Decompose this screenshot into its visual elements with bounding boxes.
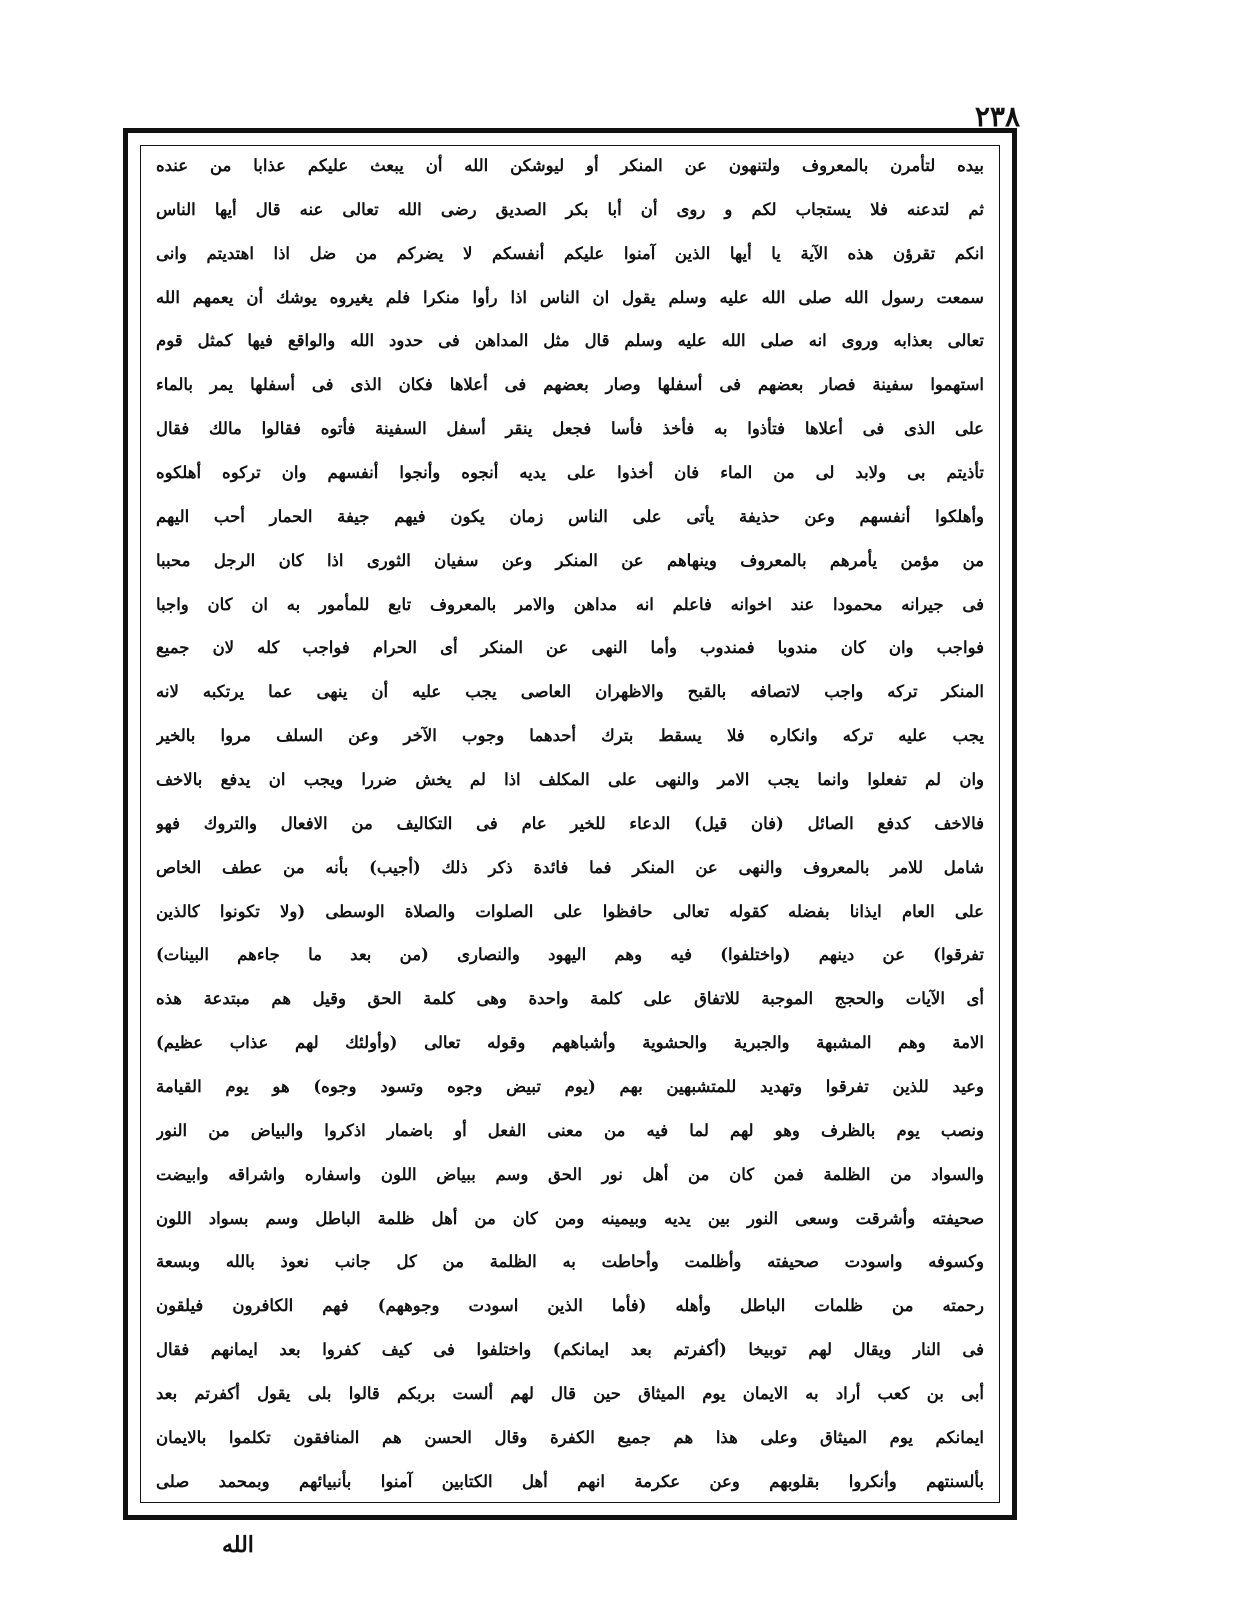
text-line: الامة وهم المشبهة والجبرية والحشوية وأشباههم وقوله تعالى (وأولئك لهم عذاب عظيم) xyxy=(156,1033,984,1053)
text-line: ونصب يوم بالظرف وهو لهم لما فيه من معنى الفعل أو باضمار اذكروا والبياض من النور xyxy=(156,1120,984,1140)
text-line: ايمانكم يوم الميثاق وعلى هذا هم جميع الكفرة وقال الحسن هم المنافقون تكلموا بالايمان xyxy=(156,1427,984,1447)
text-line: على الذى فى أعلاها فتأذوا به فأخذ فأسا فجعل ينقر أسفل السفينة فأتوه فقالوا مالك فقال xyxy=(156,419,984,439)
text-line: سمعت رسول الله صلى الله عليه وسلم يقول ان الناس اذا رأوا منكرا فلم يغيروه يوشك أن يعمهم الله xyxy=(156,287,984,307)
text-line: فالاخف كدفع الصائل (فان قيل) الدعاء للخير عام فى التكاليف من الافعال والتروك فهو xyxy=(156,813,984,833)
text-line: على العام ايذانا بفضله كقوله تعالى حافظوا على الصلوات والصلاة الوسطى (ولا تكونوا كالذين xyxy=(156,901,984,921)
text-line: والسواد من الظلمة فمن كان من أهل نور الحق وسم ببياض اللون واسفاره واشراقه وابيضت xyxy=(156,1164,984,1184)
text-line: استهموا سفينة فصار بعضهم فى أسفلها وصار بعضهم فى أعلاها فكان الذى فى أسفلها يمر بالماء xyxy=(156,375,984,395)
text-line: أبى بن كعب أراد به الايمان يوم الميثاق حين قال لهم ألست بربكم قالوا بلى يقول أكفرتم بعد xyxy=(156,1384,984,1404)
text-line: فواجب وان كان مندوبا فمندوب وأما النهى عن المنكر أى الحرام فواجب كله لان جميع xyxy=(156,638,984,658)
text-line: فى جيرانه محمودا عند اخوانه فاعلم انه مداهن والامر بالمعروف تابع للمأمور به ان كان واجبا xyxy=(156,594,984,614)
text-line: وأهلكوا أنفسهم وعن حذيفة يأتى على الناس زمان يكون فيهم جيفة الحمار أحب اليهم xyxy=(156,506,984,526)
text-line: المنكر تركه واجب لاتصافه بالقبح والاظهران العاصى يجب عليه أن ينهى عما يرتكبه لانه xyxy=(156,682,984,702)
text-line: انكم تقرؤن هذه الآية يا أيها الذين آمنوا عليكم أنفسكم لا يضركم من ضل اذا اهتديتم وانى xyxy=(156,243,984,263)
text-line: بيده لتأمرن بالمعروف ولتنهون عن المنكر أو ليوشكن الله أن يبعث عليكم عذابا من عنده xyxy=(156,156,984,175)
text-line: وكسوفه واسودت صحيفته وأظلمت وأحاطت به الظلمة من كل جانب نعوذ بالله وبسعة xyxy=(156,1252,984,1272)
text-line: وان لم تفعلوا وانما يجب الامر والنهى على المكلف اذا لم يخش ضررا ويجب ان يدفع بالاخف xyxy=(156,770,984,790)
body-text xyxy=(156,151,984,1497)
text-line: فى النار ويقال لهم توبيخا (أكفرتم بعد ايمانكم) واختلفوا فى كيف كفروا بعد ايمانهم فقال xyxy=(156,1340,984,1360)
text-line: شامل للامر بالمعروف والنهى عن المنكر فما فائدة ذكر ذلك (أجيب) بأنه من عطف الخاص xyxy=(156,857,984,877)
page-number: ٢٣٨ xyxy=(974,100,1020,133)
text-line: من مؤمن يأمرهم بالمعروف وينهاهم عن المنكر وعن سفيان الثورى اذا كان الرجل محببا xyxy=(156,550,984,570)
text-line: تعالى بعذابه وروى انه صلى الله عليه وسلم قال مثل المداهن فى حدود الله والواقع فيها كمثل قوم xyxy=(156,331,984,351)
text-line: تفرقوا) عن دينهم (واختلفوا) فيه وهم اليهود والنصارى (من بعد ما جاءهم البينات) xyxy=(156,945,984,965)
text-line: بألسنتهم وأنكروا بقلوبهم وعن عكرمة انهم أهل الكتابين آمنوا بأنبيائهم وبمحمد صلى xyxy=(156,1471,984,1491)
catchword: الله xyxy=(222,1532,254,1558)
text-line: صحيفته وأشرقت وسعى النور بين يديه وبيمينه ومن كان من أهل ظلمة الباطل وسم بسواد اللون xyxy=(156,1208,984,1228)
text-line: وعيد للذين تفرقوا وتهديد للمتشبهين بهم (يوم تبيض وجوه وتسود وجوه) هو يوم القيامة xyxy=(156,1077,984,1097)
text-line: أى الآيات والحجج الموجبة للاتفاق على كلمة واحدة وهى كلمة الحق وقيل هم مبتدعة هذه xyxy=(156,989,984,1009)
text-line: رحمته من ظلمات الباطل وأهله (فأما الذين اسودت وجوههم) فهم الكافرون فيلقون xyxy=(156,1296,984,1316)
text-line: يجب عليه تركه وانكاره فلا يسقط بترك أحدهما وجوب الآخر وعن السلف مروا بالخير xyxy=(156,726,984,746)
text-line: ثم لتدعنه فلا يستجاب لكم و روى أن أبا بكر الصديق رضى الله تعالى عنه قال أيها الناس xyxy=(156,199,984,219)
text-line: تأذيتم بى ولابد لى من الماء فان أخذوا على يديه أنجوه وأنجوا أنفسهم وان تركوه أهلكوه xyxy=(156,463,984,483)
page-border xyxy=(123,128,1017,1520)
